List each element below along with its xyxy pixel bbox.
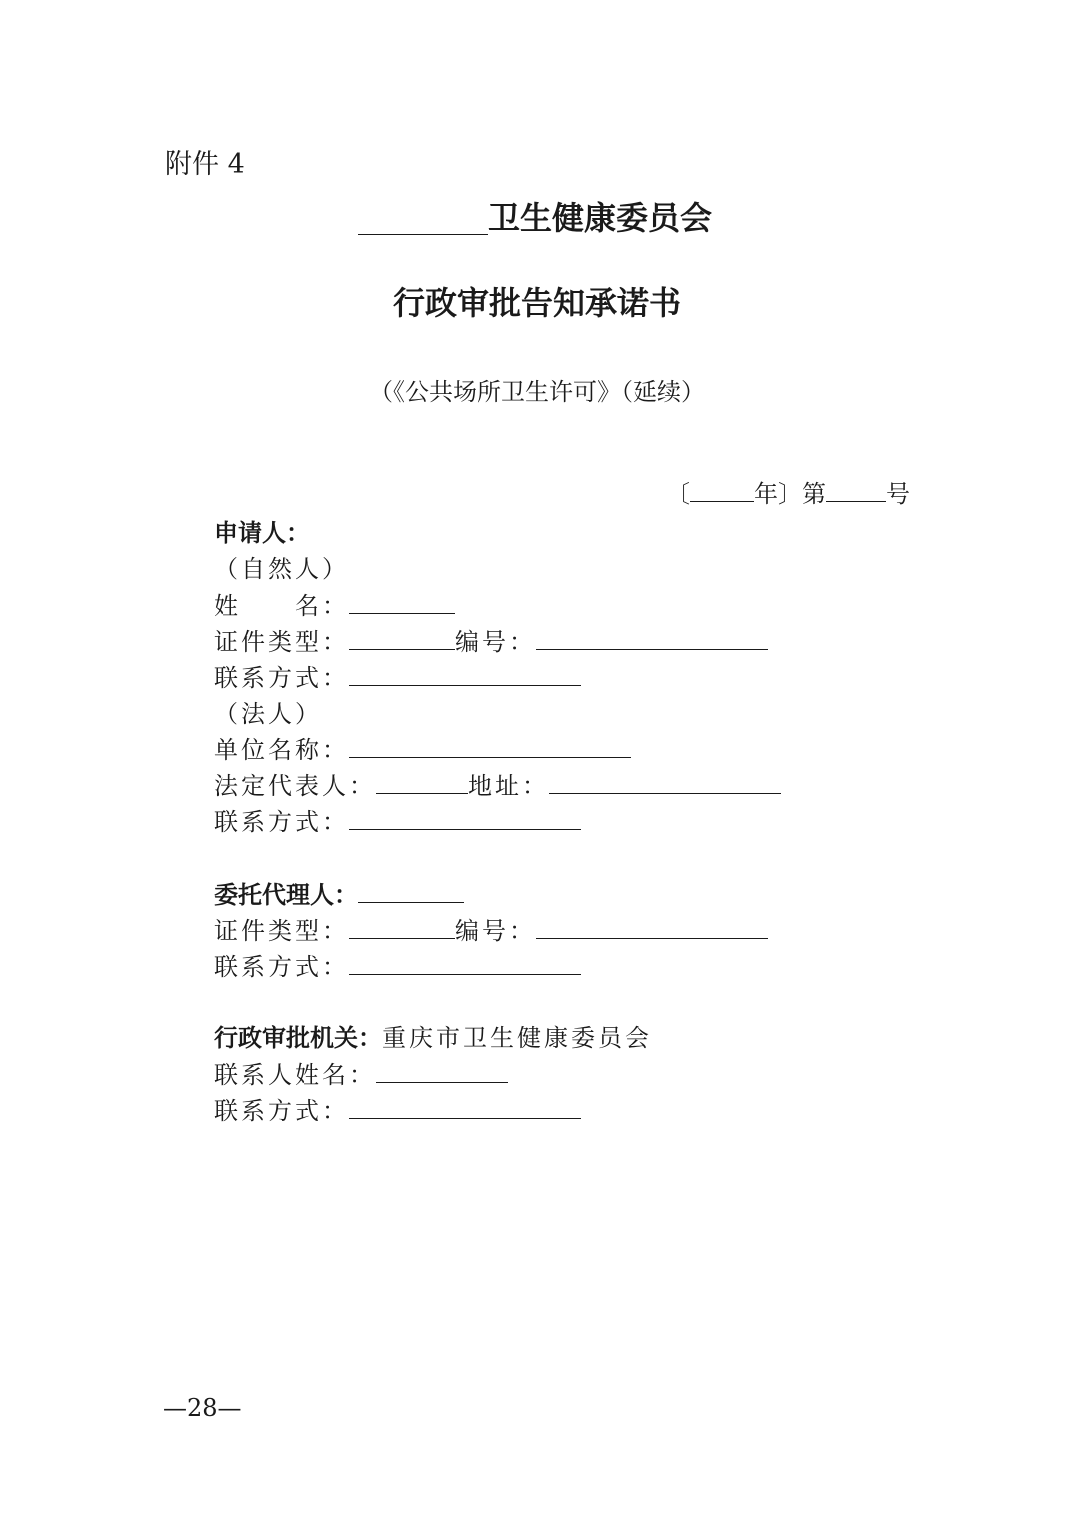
legal-rep-blank xyxy=(376,768,468,794)
document-number xyxy=(666,474,910,509)
unit-name-label: 单位名称： xyxy=(214,736,349,764)
address-blank xyxy=(549,768,781,794)
committee-title: 卫生健康委员会 xyxy=(488,199,713,237)
authority-name: 重庆市卫生健康委员会 xyxy=(382,1024,652,1052)
legal-contact-row xyxy=(214,802,581,837)
legal-rep-label: 法定代表人： xyxy=(214,772,376,800)
address-label: 地址： xyxy=(468,772,549,800)
authority-contact-name-blank xyxy=(376,1057,508,1083)
authority-contact-name-row xyxy=(214,1055,508,1090)
unit-name-row xyxy=(214,730,631,765)
id-type-row xyxy=(214,622,768,657)
unit-name-blank xyxy=(349,732,631,758)
committee-blank xyxy=(358,200,488,235)
authority-contact-blank xyxy=(349,1093,581,1119)
agent-id-number-blank xyxy=(536,913,768,939)
doc-number-suffix: 号 xyxy=(886,480,910,508)
name-blank xyxy=(349,588,455,614)
authority-heading: 行政审批机关： xyxy=(214,1023,382,1052)
contact-blank xyxy=(349,660,581,686)
page-number: —28— xyxy=(163,1394,242,1422)
legal-contact-blank xyxy=(349,804,581,830)
name-label: 姓 名： xyxy=(214,592,349,620)
doc-number-blank xyxy=(826,476,886,502)
authority-contact-name-label: 联系人姓名： xyxy=(214,1061,376,1089)
contact-row xyxy=(214,658,581,693)
legal-contact-label: 联系方式： xyxy=(214,808,349,836)
contact-label: 联系方式： xyxy=(214,664,349,692)
name-row xyxy=(214,586,455,621)
authority-contact-label: 联系方式： xyxy=(214,1097,349,1125)
document-subtitle: （《公共场所卫生许可》（延续） xyxy=(369,378,705,406)
natural-person-label: （自然人） xyxy=(214,555,349,583)
doc-number-open: 〔 xyxy=(666,480,690,508)
agent-contact-row xyxy=(214,947,581,982)
authority-contact-row xyxy=(214,1091,581,1126)
agent-id-number-label: 编号： xyxy=(455,917,536,945)
applicant-heading: 申请人： xyxy=(214,518,310,547)
agent-heading: 委托代理人： xyxy=(214,880,358,909)
id-number-label: 编号： xyxy=(455,628,536,656)
agent-row xyxy=(214,875,464,910)
committee-title-line xyxy=(358,193,712,239)
id-number-blank xyxy=(536,624,768,650)
id-type-blank xyxy=(349,624,455,650)
doc-number-year: 年〕第 xyxy=(754,480,826,508)
agent-blank xyxy=(358,877,464,903)
authority-row xyxy=(214,1018,652,1053)
agent-id-type-blank xyxy=(349,913,455,939)
agent-contact-blank xyxy=(349,949,581,975)
legal-rep-row xyxy=(214,766,781,801)
doc-year-blank xyxy=(690,476,754,502)
agent-id-type-label: 证件类型： xyxy=(214,917,349,945)
legal-person-label: （法人） xyxy=(214,700,322,728)
agent-id-type-row xyxy=(214,911,768,946)
document-title: 行政审批告知承诺书 xyxy=(392,284,681,322)
agent-contact-label: 联系方式： xyxy=(214,953,349,981)
id-type-label: 证件类型： xyxy=(214,628,349,656)
attachment-label: 附件 4 xyxy=(165,149,245,180)
